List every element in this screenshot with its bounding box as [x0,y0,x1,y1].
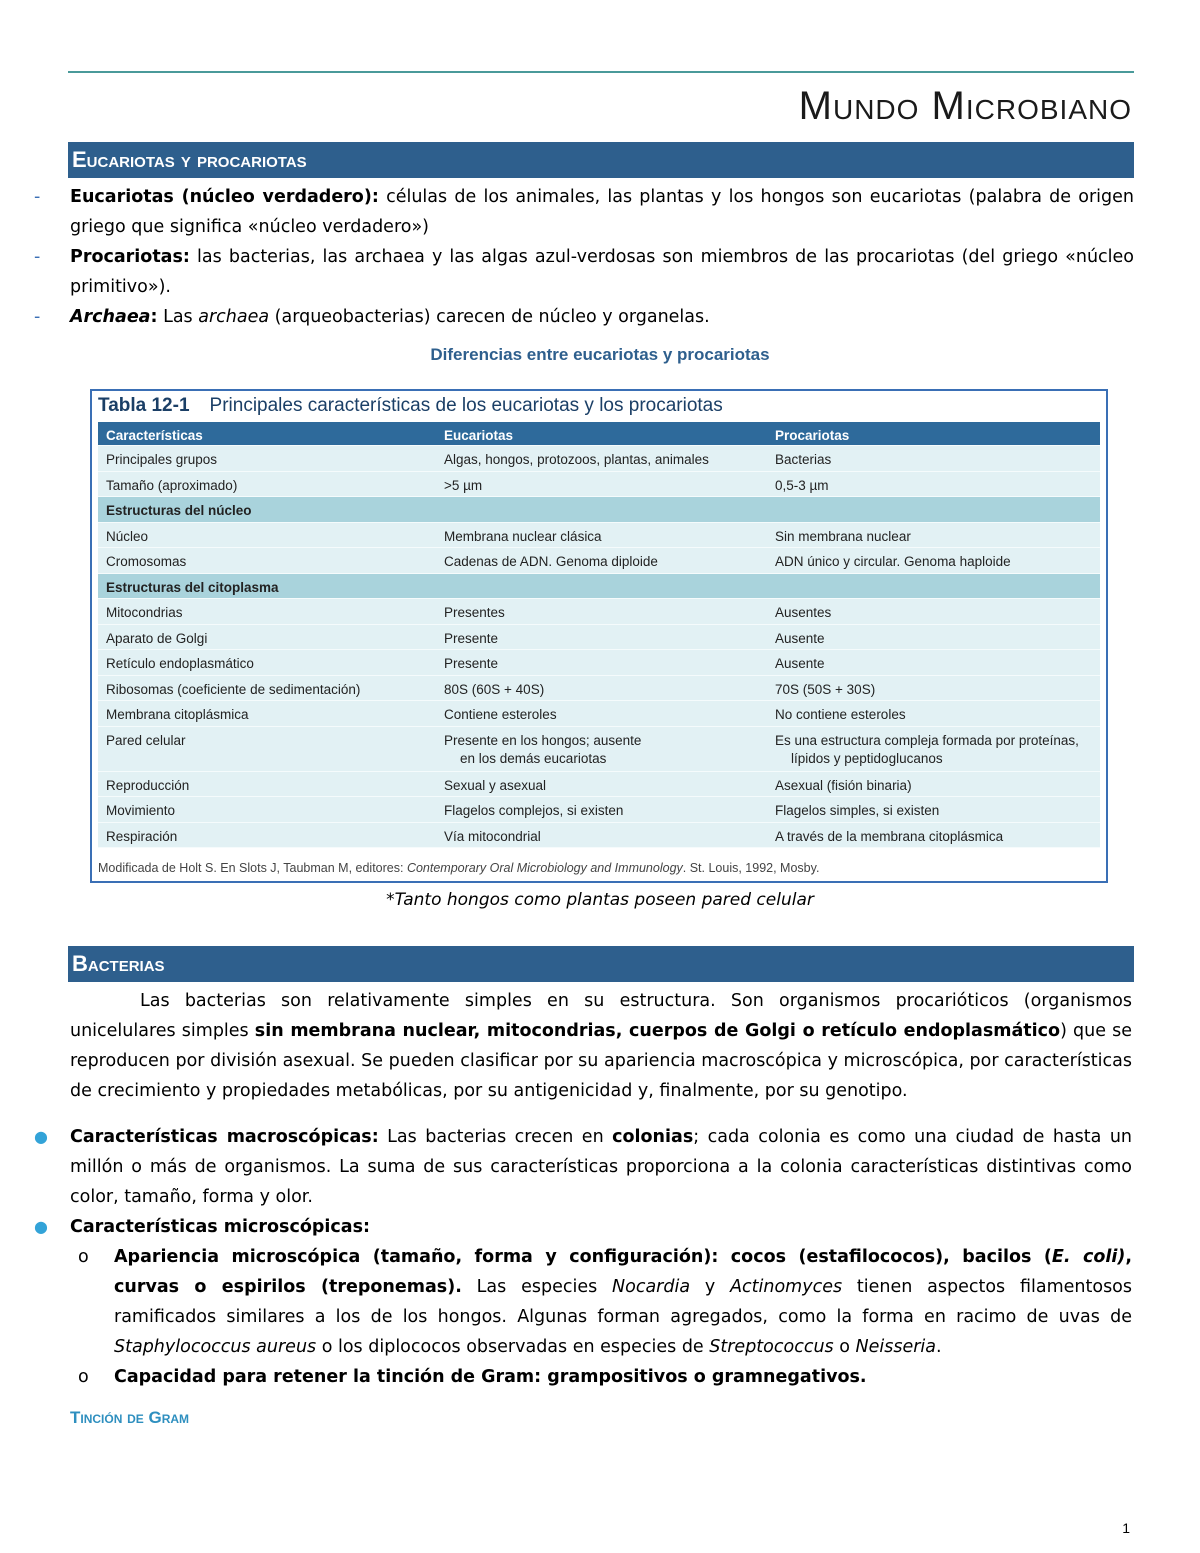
table-cell: Asexual (fisión binaria) [775,777,912,793]
top-rule [68,71,1134,73]
list-item: o Capacidad para retener la tinción de Gram: grampositivos o gramnegativos. [70,1362,1132,1392]
table-header-cell: Características [106,428,203,443]
table-cell: Núcleo [106,528,149,544]
table-cell: Presente [444,656,499,671]
table-cell: Ribosomas (coeficiente de sedimentación) [106,681,361,697]
microscopic-sublist [70,1242,1132,1392]
list-item: o Apariencia microscópica (tamaño, forma y configuración): cocos (estafilococos), bacilos (E. coli), curvas o espirilos (treponemas). Las especies Nocardia y Actinomyces tienen aspectos filamentosos ramificados similares a los de los hongos. Algunas forman agregados, como la forma en racimo de uvas de Staphylococcus aureus o los diplococos observadas en especies de Streptococcus o Neisseria. [70,1242,1132,1362]
table-cell: No contiene esteroles [775,707,906,722]
table-row [98,446,1100,472]
table-row [98,650,1100,676]
cell-line: Presente en los hongos; ausente [444,732,642,748]
table-row [98,472,1100,498]
section-heading-bacterias: Bacterias [68,946,1134,982]
cell-line: lípidos y peptidoglucanos [791,750,943,766]
list-item: ● Características macroscópicas: Las bacterias crecen en colonias; cada colonia es como una ciudad de hasta un millón o más de organismos. La suma de sus características proporciona a la colonia características distintivas como color, tamaño, forma y olor. [34,1122,1132,1212]
page-number: 1 [1122,1520,1130,1536]
dash-icon: - [34,187,41,207]
bacterias-paragraph: Las bacterias son relativamente simples en su estructura. Son organismos procarióticos (organismos unicelulares simples sin membrana nuclear, mitocondrias, cuerpos de Golgi o retículo endoplasmático) que se reproducen por división asexual. Se pueden clasificar por su apariencia macroscópica y microscópica, por características de crecimiento y propiedades metabólicas, por su antigenicidad y, finalmente, por su genotipo. [70,991,1132,1101]
list-item: - Archaea: Las archaea (arqueobacterias) carecen de núcleo y organelas. [34,302,1134,332]
section-heading-eucariotas: Eucariotas y procariotas [68,142,1134,178]
table-row [98,676,1100,702]
table-heading: Diferencias entre eucariotas y procariotas [430,345,770,364]
cell-line: Es una estructura compleja formada por proteínas, [775,732,1079,748]
table-cell [775,732,1079,768]
bullet-icon: ● [34,1127,48,1146]
cell-line: en los demás eucariotas [460,750,607,766]
table-cell: Cadenas de ADN. Genoma diploide [444,554,658,569]
circle-bullet-icon: o [78,1247,89,1267]
definitions-list [34,182,1134,332]
table-cell: Membrana nuclear clásica [444,528,602,544]
characteristics-list [34,1122,1132,1392]
table-cell: Movimiento [106,803,176,818]
table-subheader-row [98,497,1100,523]
table-cell: Retículo endoplasmático [106,656,254,671]
table-row [98,599,1100,625]
table-cell: Algas, hongos, protozoos, plantas, animales [444,452,709,467]
table-header-cell: Eucariotas [444,428,514,443]
table-cell: Reproducción [106,777,190,793]
table-cell: Presente [444,630,499,646]
list-item: - Procariotas: las bacterias, las archaea y las algas azul-verdosas son miembros de las procariotas (del griego «núcleo primitivo»). [34,242,1134,302]
table-cell: Membrana citoplásmica [106,707,249,722]
circle-bullet-icon: o [78,1367,89,1387]
table-cell: 70S (50S + 30S) [775,681,876,697]
table-cell: 80S (60S + 40S) [444,681,545,697]
table-row [98,625,1100,651]
table-cell: Contiene esteroles [444,707,557,722]
table-cell: Ausentes [775,605,832,620]
table-cell: Tamaño (aproximado) [106,477,238,493]
table-row [98,701,1100,727]
table-cell: Vía mitocondrial [444,828,541,844]
table-cell [444,732,641,768]
table-cell: A través de la membrana citoplásmica [775,828,1004,844]
table-cell: Cromosomas [106,554,187,569]
table-row [98,548,1100,574]
comparison-table-figure [90,389,1108,883]
table-cell: Estructuras del núcleo [106,503,252,518]
table-cell: ADN único y circular. Genoma haploide [775,554,1011,569]
table-title: Tabla 12-1 Principales características de los eucariotas y los procariotas [98,395,723,416]
table-source-note: Modificada de Holt S. En Slots J, Taubman M, editores: Contemporary Oral Microbiology and Immunology. St. Louis, 1992, Mosby. [98,861,820,875]
table-cell: Principales grupos [106,452,218,467]
list-item: - Eucariotas (núcleo verdadero): células de los animales, las plantas y los hongos son eucariotas (palabra de origen griego que significa «núcleo verdadero») [34,182,1134,242]
table-caption: *Tanto hongos como plantas poseen pared celular [386,890,814,910]
list-item: ● Características microscópicas: o Apariencia microscópica (tamaño, forma y configuración): cocos (estafilococos), bacilos (E. coli), curvas o espirilos (treponemas). Las especies Nocardia y Actinomyces tienen aspectos filamentosos ramificados similares a los de los hongos. Algunas forman agregados, como la forma en racimo de uvas de Staphylococcus aureus o los diplococos observadas en especies de Streptococcus o Neisseria. o Capacidad para retener la tinción de Gram: grampositivos o gramnegativos. [34,1212,1132,1392]
table-cell: Pared celular [106,732,186,748]
table-cell: Bacterias [775,452,832,467]
bullet-icon: ● [34,1217,48,1236]
document-title: Mundo Microbiano [798,84,1132,128]
table-cell: Mitocondrias [106,605,183,620]
table-header-row [98,422,1100,446]
table-row [98,823,1100,849]
subsection-heading: Tinción de Gram [70,1408,190,1427]
dash-icon: - [34,307,41,327]
table-cell: Respiración [106,828,178,844]
table-header-cell: Procariotas [775,428,850,443]
table-cell: 0,5-3 µm [775,477,829,493]
table-row [98,797,1100,823]
table-cell: Presentes [444,605,505,620]
table-subheader-row [98,574,1100,600]
table-cell: Flagelos simples, si existen [775,803,940,818]
comparison-table [98,422,1100,848]
table-row [98,772,1100,798]
table-cell: Ausente [775,630,825,646]
table-row [98,727,1100,772]
table-cell: Ausente [775,656,825,671]
table-row [98,523,1100,549]
table-cell: Aparato de Golgi [106,630,208,646]
table-cell: Sin membrana nuclear [775,528,911,544]
table-cell: Sexual y asexual [444,777,547,793]
table-cell: Estructuras del citoplasma [106,579,279,595]
table-cell: >5 µm [444,477,483,493]
table-cell: Flagelos complejos, si existen [444,803,624,818]
dash-icon: - [34,247,41,267]
